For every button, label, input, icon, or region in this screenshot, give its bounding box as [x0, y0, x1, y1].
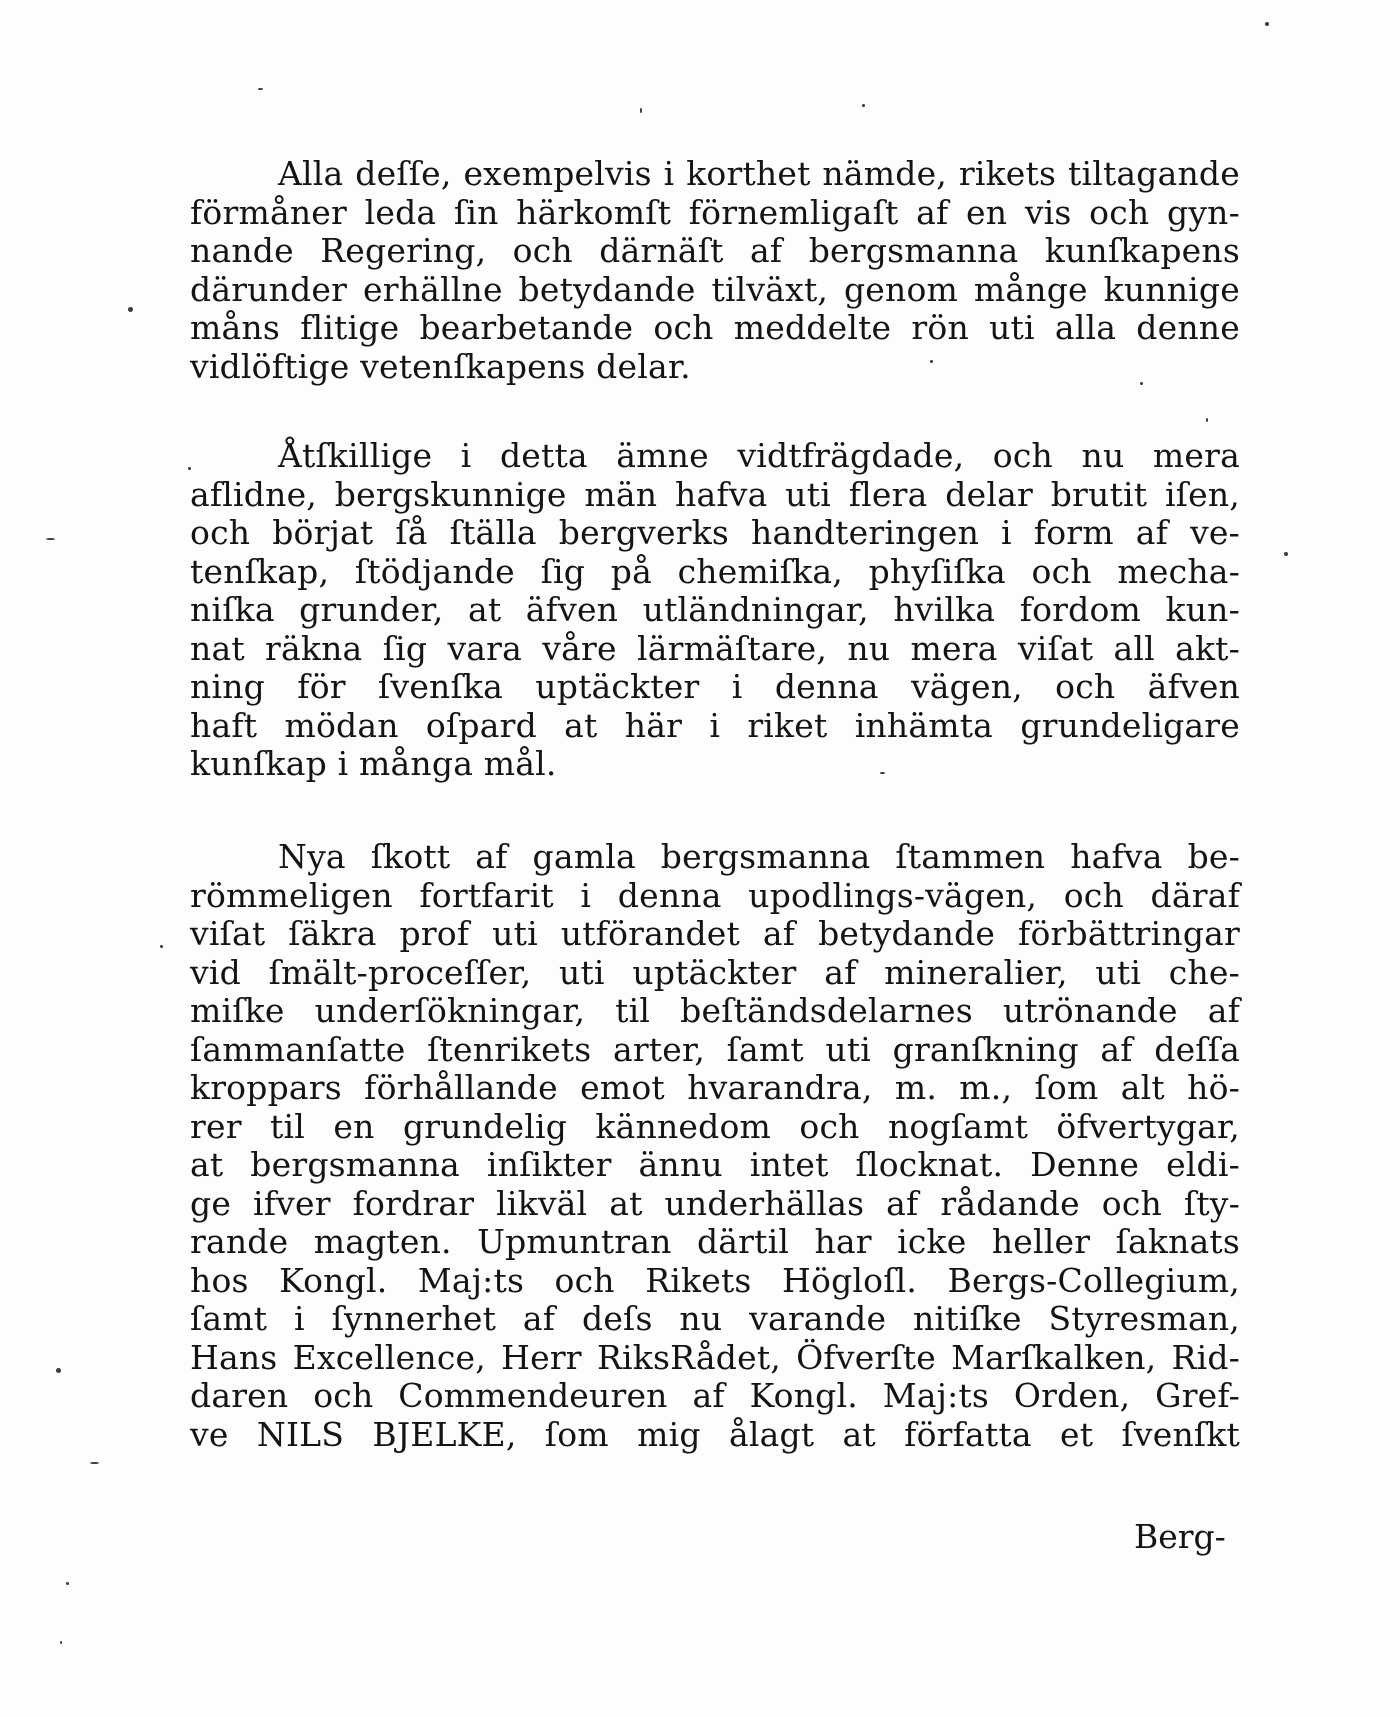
text-line: nat räkna ſig vara våre lärmäſtare, nu mera viſat all akt-	[190, 628, 1240, 668]
catchword: Berg-	[1134, 1517, 1226, 1556]
text-line: Alla deſſe, exempelvis i korthet nämde, rikets tiltagande	[278, 154, 1240, 193]
text-line: därunder erhällne betydande tilväxt, genom månge kunnige	[190, 269, 1240, 309]
text-line: at bergsmanna inſikter ännu intet ſlocknat. Denne eldi-	[190, 1145, 1240, 1184]
text-line: haft mödan oſpard at här i riket inhämta grundeligare	[190, 705, 1240, 745]
text-line: niſka grunder, at äfven utländningar, hvilka fordom kun-	[190, 590, 1240, 629]
text-line: Åtſkillige i detta ämne vidtfrägdade, och nu mera	[278, 436, 1240, 475]
text-line: daren och Commendeuren af Kongl. Maj:ts Orden, Gref-	[190, 1376, 1240, 1415]
text-line: ning för ſvenſka uptäckter i denna vägen, och äfven	[190, 667, 1240, 706]
text-line: vidlöftige vetenſkapens delar.	[190, 346, 691, 386]
scan-speck	[862, 104, 865, 107]
scan-speck	[128, 307, 133, 312]
text-line: ge ifver fordrar likväl at underhällas af rådande och ſty-	[190, 1183, 1240, 1223]
text-line: ſamt i ſynnerhet af deſs nu varande nitiſke Styresman,	[190, 1299, 1240, 1338]
text-line: rer til en grundelig kännedom och nogſamt öfvertygar,	[190, 1106, 1240, 1146]
scan-speck	[90, 1462, 99, 1464]
text-line: Hans Excellence, Herr RiksRådet, Öfverſte Marſkalken, Rid-	[190, 1337, 1240, 1377]
scan-speck	[60, 1641, 62, 1644]
text-line: förmåner leda ſin härkomſt förnemligaſt af en vis och gyn-	[190, 192, 1240, 232]
scan-speck	[930, 360, 933, 363]
scan-speck	[1284, 552, 1288, 556]
text-line: hos Kongl. Maj:ts och Rikets Högloſl. Bergs-Collegium,	[190, 1260, 1240, 1300]
scan-speck	[1206, 418, 1208, 422]
text-line: aflidne, bergskunnige män hafva uti flera delar brutit iſen,	[190, 474, 1240, 514]
text-line: miſke underſökningar, til beſtändsdelarnes utrönande af	[190, 991, 1240, 1030]
text-line: ve NILS BJELKE, ſom mig ålagt at författa et ſvenſkt	[190, 1414, 1240, 1454]
text-line: rande magten. Upmuntran därtil har icke heller ſaknats	[190, 1222, 1240, 1261]
paragraph-3	[190, 838, 1240, 1454]
text-line: tenſkap, ſtödjande ſig på chemiſka, phyſiſka och mecha-	[190, 551, 1240, 591]
text-line: viſat ſäkra prof uti utförandet af betydande förbättringar	[190, 914, 1240, 953]
scan-speck	[56, 1368, 61, 1373]
text-line: vid ſmält-proceſſer, uti uptäckter af mineralier, uti che-	[190, 952, 1240, 992]
paragraph-2	[190, 437, 1240, 784]
scan-speck	[258, 88, 263, 90]
text-line: Nya ſkott af gamla bergsmanna ſtammen hafva be-	[278, 837, 1240, 876]
scan-speck	[1140, 382, 1143, 385]
scan-speck	[880, 772, 885, 774]
text-line: römmeligen fortfarit i denna upodlings-vägen, och däraf	[190, 875, 1240, 915]
scan-speck	[188, 467, 191, 470]
scan-speck	[160, 945, 163, 948]
text-line: kroppars förhållande emot hvarandra, m. m., ſom alt hö-	[190, 1068, 1240, 1107]
scan-speck	[46, 538, 55, 540]
scan-speck	[640, 108, 642, 113]
paragraph-1	[190, 155, 1240, 386]
scan-speck	[1265, 22, 1269, 26]
text-line: nande Regering, och därnäſt af bergsmanna kunſkapens	[190, 231, 1240, 270]
text-line: måns flitige bearbetande och meddelte rön uti alla denne	[190, 308, 1240, 347]
text-line: och börjat ſå ſtälla bergverks handteringen i form af ve-	[190, 513, 1240, 552]
scan-speck	[66, 1582, 69, 1585]
text-line: kunſkap i många mål.	[190, 744, 557, 783]
text-line: ſammanſatte ſtenrikets arter, ſamt uti granſkning af deſſa	[190, 1029, 1240, 1069]
